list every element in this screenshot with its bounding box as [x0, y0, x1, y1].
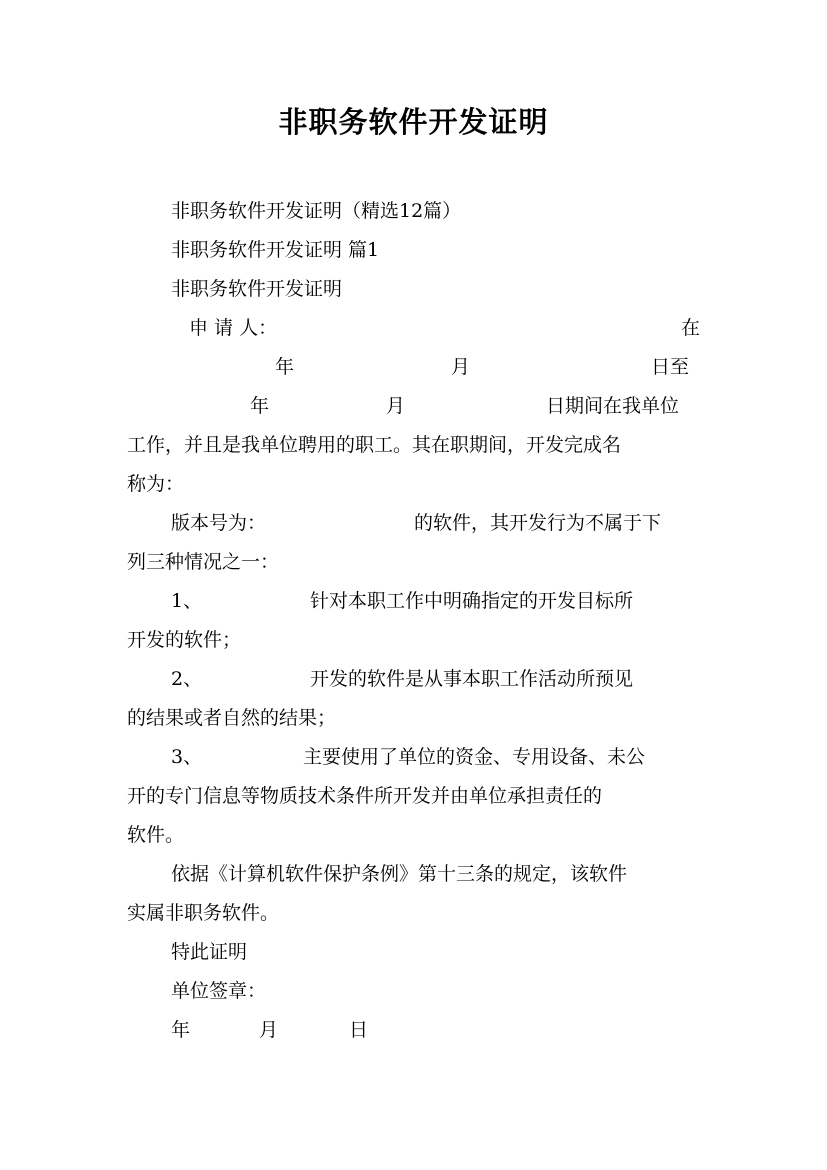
conditions-intro: 列三种情况之一：	[127, 551, 280, 573]
item-2-number: 2、	[171, 668, 203, 690]
applicant-at: 在	[681, 317, 701, 339]
legal-basis: 依据《计算机软件保护条例》第十三条的规定，该软件	[171, 863, 628, 885]
version-label: 版本号为：	[171, 512, 267, 534]
seal-label: 单位签章：	[171, 980, 267, 1002]
employment-text: 工作，并且是我单位聘用的职工。其在职期间，开发完成名	[127, 434, 622, 456]
item-2-continued: 的结果或者自然的结果；	[127, 707, 337, 729]
section-heading: 非职务软件开发证明 篇1	[171, 239, 380, 261]
end-year: 年	[250, 395, 270, 417]
item-3-text: 主要使用了单位的资金、专用设备、未公	[303, 746, 646, 768]
sign-month: 月	[259, 1019, 279, 1041]
sign-year: 年	[171, 1019, 191, 1041]
item-3-end: 软件。	[127, 824, 185, 846]
applicant-label: 申 请 人：	[189, 317, 278, 339]
item-3-continued: 开的专门信息等物质技术条件所开发并由单位承担责任的	[127, 785, 603, 807]
subtitle-line: 非职务软件开发证明（精选12篇）	[171, 200, 462, 222]
end-day-period: 日期间在我单位	[546, 395, 680, 417]
certify-statement: 特此证明	[171, 941, 248, 963]
item-3-number: 3、	[171, 746, 203, 768]
item-1-continued: 开发的软件；	[127, 629, 242, 651]
start-month: 月	[451, 356, 471, 378]
item-1-number: 1、	[171, 590, 203, 612]
certificate-heading: 非职务软件开发证明	[171, 278, 343, 300]
name-label: 称为：	[127, 473, 185, 495]
version-text: 的软件，其开发行为不属于下	[414, 512, 662, 534]
legal-basis-continued: 实属非职务软件。	[127, 902, 280, 924]
item-2-text: 开发的软件是从事本职工作活动所预见	[310, 668, 634, 690]
document-title: 非职务软件开发证明	[278, 105, 549, 139]
start-year: 年	[275, 356, 295, 378]
end-month: 月	[386, 395, 406, 417]
sign-day: 日	[349, 1019, 369, 1041]
item-1-text: 针对本职工作中明确指定的开发目标所	[310, 590, 634, 612]
start-day-to: 日至	[651, 356, 690, 378]
